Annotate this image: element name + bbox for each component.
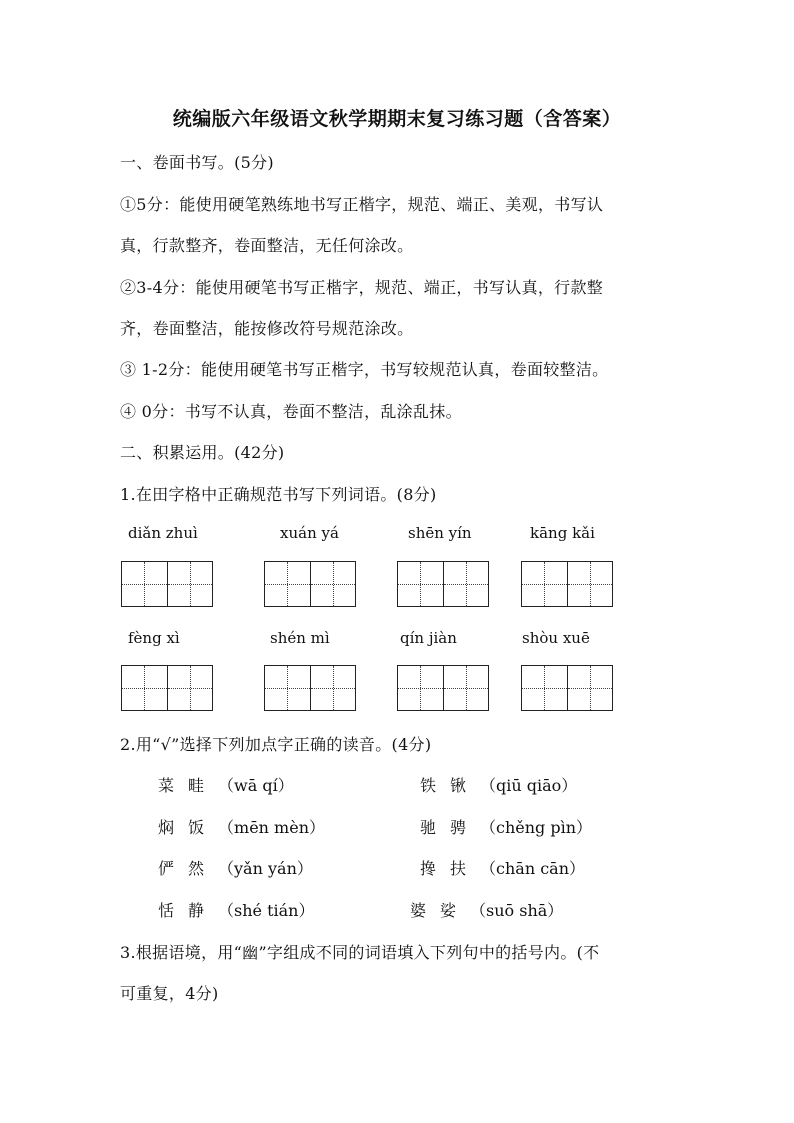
reading-choice[interactable] bbox=[420, 856, 585, 879]
pinyin-label: shēn yín bbox=[408, 524, 472, 542]
section1-line: ②3-4分：能使用硬笔书写正楷字，规范、端正，书写认真，行款整 bbox=[120, 278, 604, 297]
pinyin-label: kāng kǎi bbox=[530, 524, 595, 542]
choice-options: （chěng pìn） bbox=[480, 818, 593, 837]
choice-options: （yǎn yán） bbox=[218, 859, 313, 878]
q3-prompt-cont: 可重复，4分) bbox=[120, 984, 219, 1003]
section1-line: 真，行款整齐，卷面整洁，无任何涂改。 bbox=[120, 236, 414, 255]
choice-options: （wā qí） bbox=[218, 776, 294, 795]
q1-prompt: 1.在田字格中正确规范书写下列词语。(8分) bbox=[120, 485, 437, 504]
section1-line: ④ 0分：书写不认真，卷面不整洁，乱涂乱抹。 bbox=[120, 402, 462, 421]
choice-options: （chān cān） bbox=[480, 859, 586, 878]
section1-line: ①5分：能使用硬笔熟练地书写正楷字，规范、端正、美观，书写认 bbox=[120, 195, 604, 214]
choice-word: 铁锹 bbox=[420, 776, 481, 795]
tianzige-box[interactable] bbox=[121, 561, 213, 607]
tianzige-box[interactable] bbox=[121, 665, 213, 711]
tianzige-box[interactable] bbox=[264, 561, 356, 607]
choice-word: 婆娑 bbox=[410, 901, 471, 920]
page-title: 统编版六年级语文秋学期期末复习练习题（含答案） bbox=[172, 108, 622, 130]
pinyin-label: qín jiàn bbox=[400, 629, 457, 647]
reading-choice[interactable] bbox=[420, 815, 592, 838]
tianzige-box[interactable] bbox=[521, 665, 613, 711]
choice-word: 俨然 bbox=[158, 859, 219, 878]
choice-options: （suō shā） bbox=[470, 901, 564, 920]
choice-word: 驰骋 bbox=[420, 818, 481, 837]
reading-choice[interactable] bbox=[158, 773, 294, 796]
choice-word: 恬静 bbox=[158, 901, 219, 920]
q2-prompt: 2.用“√”选择下列加点字正确的读音。(4分) bbox=[120, 735, 432, 754]
reading-choice[interactable] bbox=[158, 898, 314, 921]
choice-word: 菜畦 bbox=[158, 776, 219, 795]
choice-options: （shé tián） bbox=[218, 901, 315, 920]
tianzige-box[interactable] bbox=[397, 561, 489, 607]
q3-prompt: 3.根据语境，用“幽”字组成不同的词语填入下列句中的括号内。(不 bbox=[120, 943, 600, 962]
choice-word: 焖饭 bbox=[158, 818, 219, 837]
reading-choice[interactable] bbox=[158, 856, 313, 879]
tianzige-box[interactable] bbox=[264, 665, 356, 711]
choice-options: （mēn mèn） bbox=[218, 818, 325, 837]
section2-heading: 二、积累运用。(42分) bbox=[120, 443, 285, 462]
reading-choice[interactable] bbox=[410, 898, 563, 921]
tianzige-box[interactable] bbox=[397, 665, 489, 711]
pinyin-label: shén mì bbox=[270, 629, 330, 647]
choice-options: （qiū qiāo） bbox=[480, 776, 578, 795]
pinyin-label: shòu xuē bbox=[522, 629, 590, 647]
tianzige-box[interactable] bbox=[521, 561, 613, 607]
pinyin-label: fèng xì bbox=[128, 629, 180, 647]
pinyin-label: xuán yá bbox=[280, 524, 339, 542]
choice-word: 搀扶 bbox=[420, 859, 481, 878]
reading-choice[interactable] bbox=[158, 815, 325, 838]
section1-heading: 一、卷面书写。(5分) bbox=[120, 153, 274, 172]
section1-line: 齐，卷面整洁，能按修改符号规范涂改。 bbox=[120, 319, 414, 338]
section1-line: ③ 1-2分：能使用硬笔书写正楷字，书写较规范认真，卷面较整洁。 bbox=[120, 360, 609, 379]
reading-choice[interactable] bbox=[420, 773, 577, 796]
pinyin-label: diǎn zhuì bbox=[128, 524, 198, 542]
